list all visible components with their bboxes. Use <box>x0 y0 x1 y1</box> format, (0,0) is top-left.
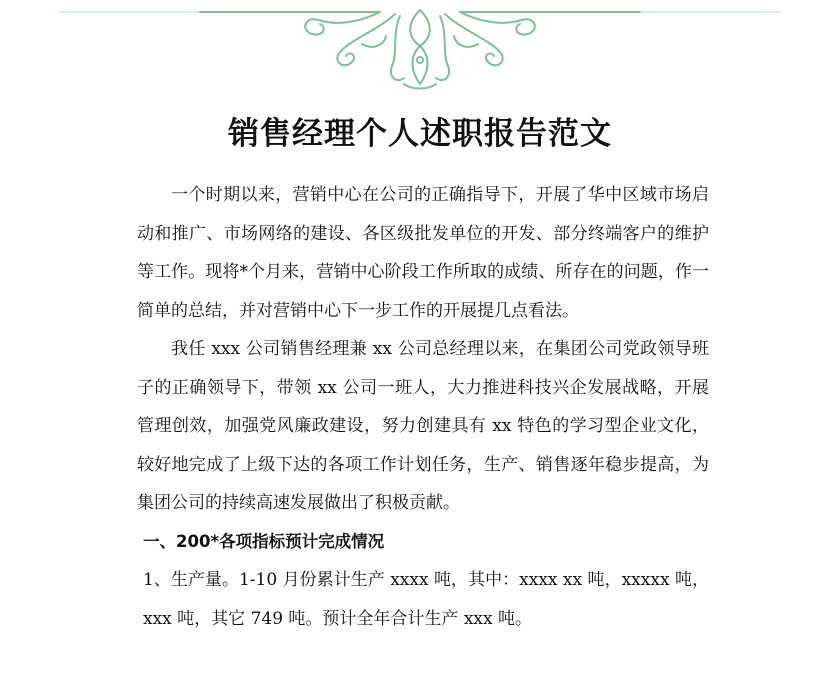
list-item-production: 1、生产量。1-10 月份累计生产 xxxx 吨，其中：xxxx xx 吨，xxxxx 吨，xxx 吨，其它 749 吨。预计全年合计生产 xxx 吨。 <box>143 570 709 629</box>
section-heading: 一、200*各项指标预计完成情况 <box>143 531 385 551</box>
paragraph-tenure: 我任 xxx 公司销售经理兼 xx 公司总经理以来，在集团公司党政领导班子的正确领导下，带领 xx 公司一班人，大力推进科技兴企发展战略，开展管理创效，加强党风廉政建设，努力创建具有 xx 特色的学习型企业文化，较好地完成了上级下达的各项工作计划任务，生产、销售逐年稳步提高，为集团公司的持续高速发展做出了积极贡献。 <box>137 339 709 513</box>
ornamental-scroll-divider-icon <box>0 0 840 96</box>
document-body <box>137 176 709 638</box>
paragraph-intro: 一个时期以来，营销中心在公司的正确指导下，开展了华中区域市场启动和推广、市场网络的建设、各区级批发单位的开发、部分终端客户的维护等工作。现将*个月来，营销中心阶段工作所取的成绩、所存在的问题，作一简单的总结，并对营销中心下一步工作的开展提几点看法。 <box>137 185 709 321</box>
document-title: 销售经理个人述职报告范文 <box>228 116 612 152</box>
